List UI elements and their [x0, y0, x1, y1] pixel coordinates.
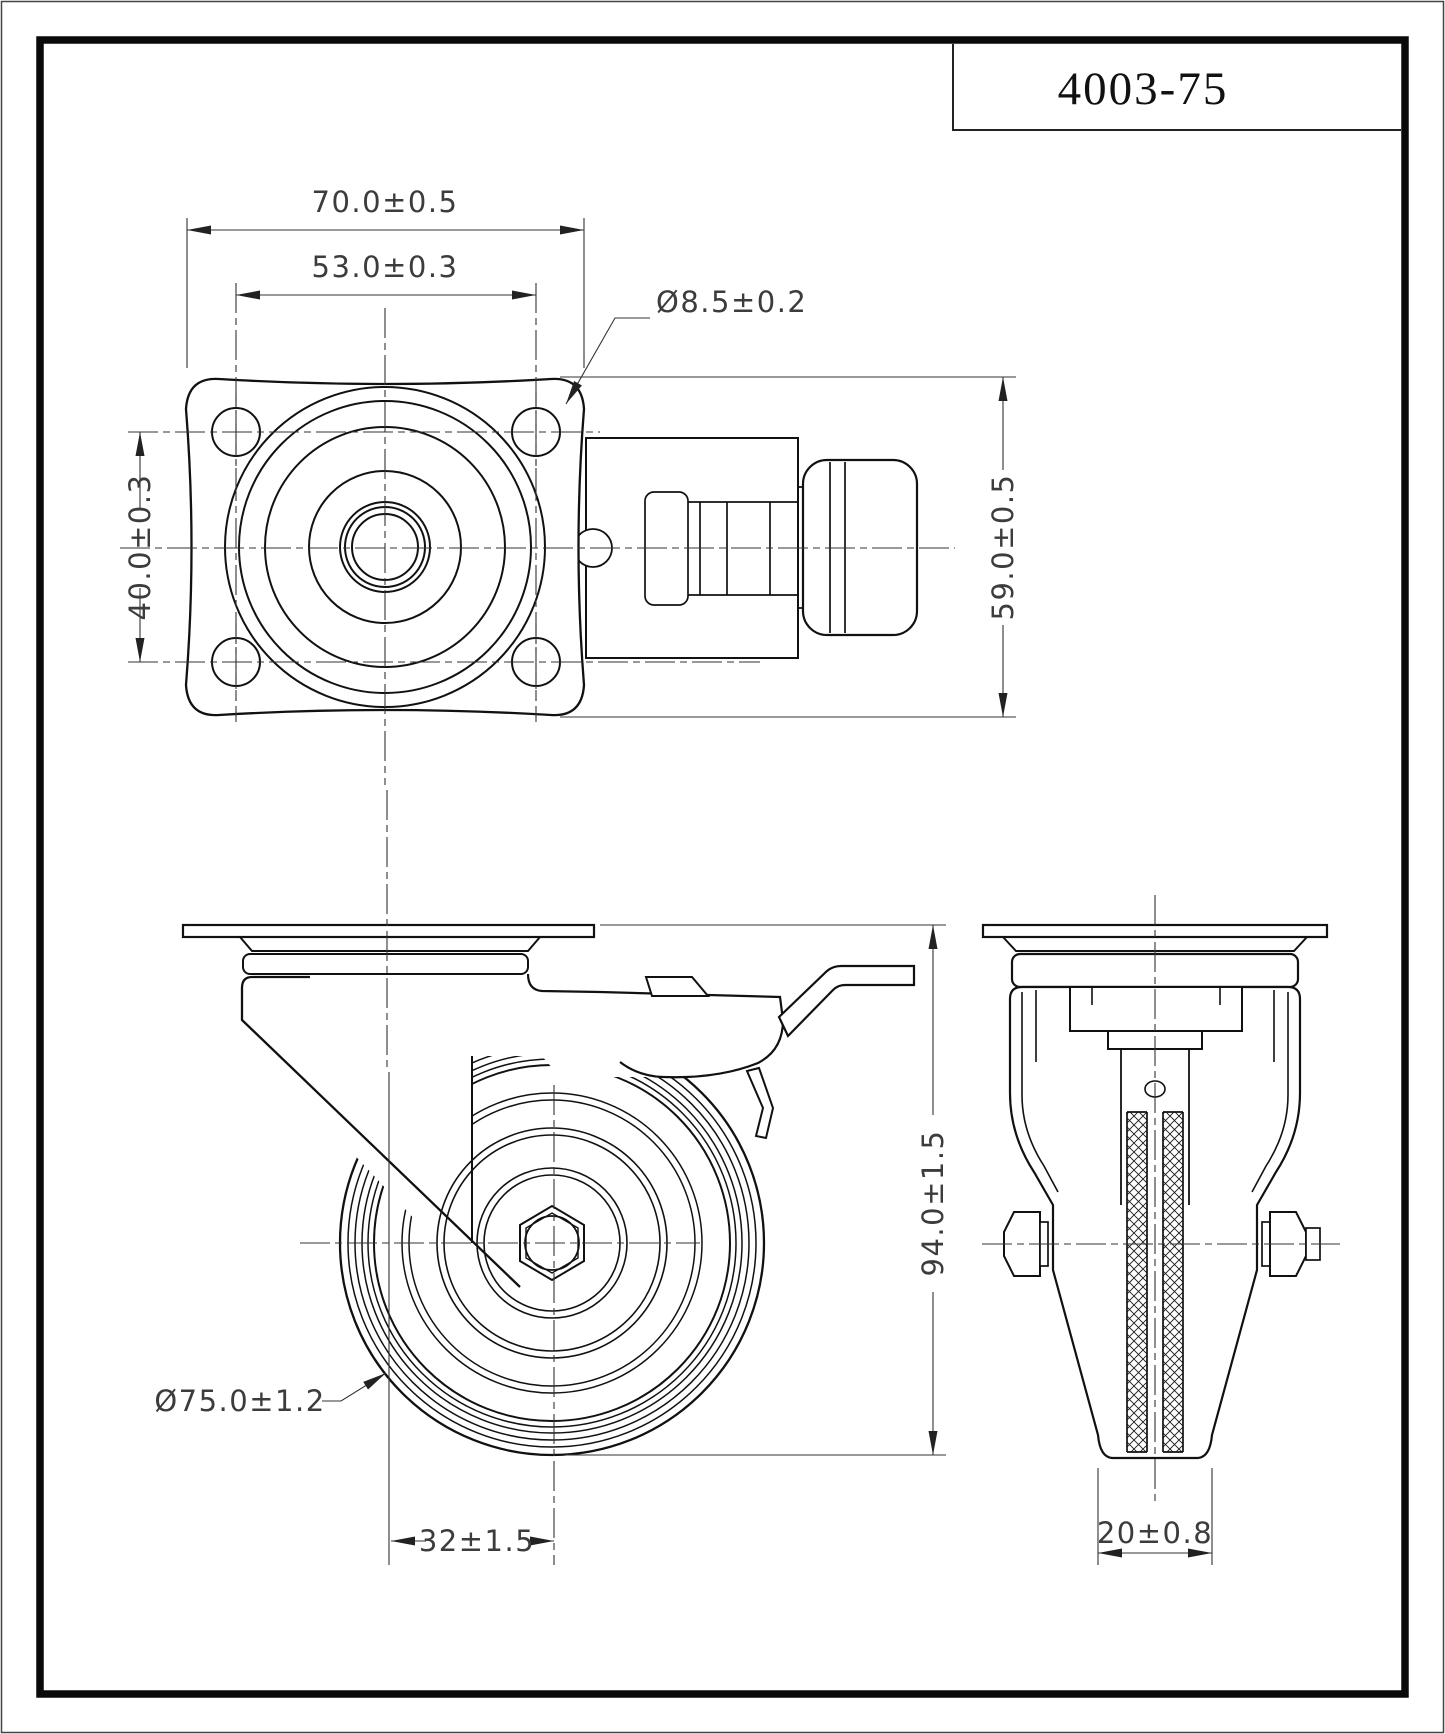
- side-view: [154, 790, 950, 1565]
- front-view: [982, 895, 1340, 1565]
- dim-bolt-spacing-width-text: 53.0±0.3: [311, 250, 459, 284]
- part-number: 4003-75: [1057, 63, 1229, 115]
- side-plate: [183, 925, 594, 937]
- drawing-frame: [2, 2, 1444, 1733]
- title-block: [953, 44, 1401, 130]
- dim-bolt-spacing-height: [123, 432, 157, 662]
- dim-overall-height-text: 94.0±1.5: [916, 1129, 950, 1277]
- side-swivel-flare: [240, 937, 540, 951]
- outer-border: [2, 2, 1444, 1733]
- housing-mask: [528, 950, 783, 1077]
- dim-plate-width-text: 70.0±0.5: [311, 185, 459, 219]
- dim-bolt-hole-diameter: [562, 285, 807, 406]
- side-swivel-ring: [243, 954, 528, 974]
- brake-lever: [779, 966, 914, 1036]
- front-swivel-block: [1070, 987, 1242, 1031]
- top-view: [120, 185, 1020, 785]
- dim-bolt-spacing-width: [236, 250, 536, 300]
- dim-wheel-diameter: [154, 1369, 388, 1418]
- dim-swivel-offset: [391, 1524, 554, 1558]
- dim-swivel-offset-text: 32±1.5: [418, 1524, 536, 1558]
- dim-tread-width-text: 20±0.8: [1096, 1516, 1214, 1550]
- brake-pedal: [747, 1068, 773, 1138]
- dim-bolt-hole-diameter-text: Ø8.5±0.2: [656, 285, 808, 319]
- dim-wheel-diameter-text: Ø75.0±1.2: [154, 1384, 326, 1418]
- dim-bolt-spacing-height-text: 40.0±0.3: [123, 473, 157, 621]
- dim-plate-height-text: 59.0±0.5: [986, 473, 1020, 621]
